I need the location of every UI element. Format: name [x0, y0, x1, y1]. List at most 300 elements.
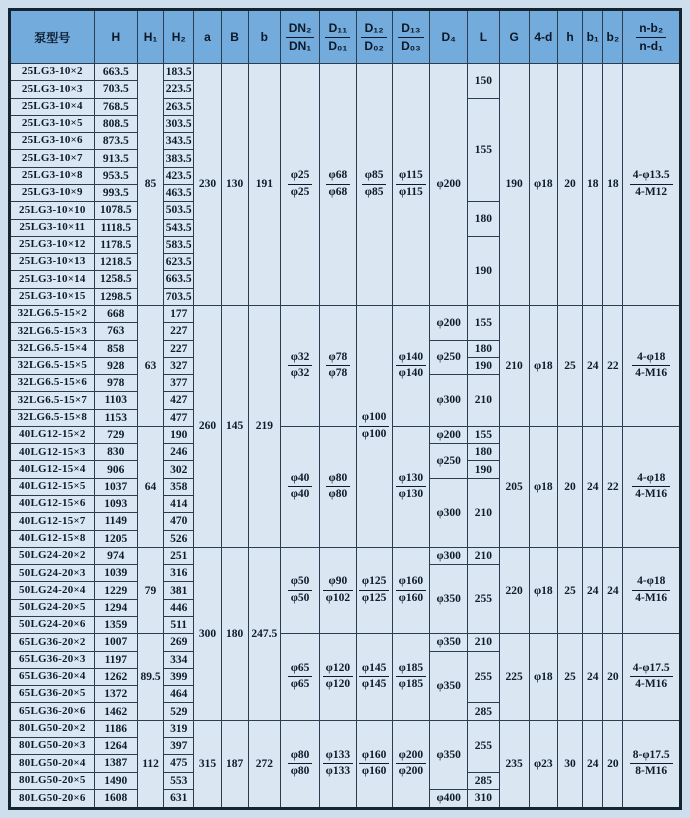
- cell-G: 235: [499, 720, 529, 808]
- pump-dimension-table: [8, 8, 682, 810]
- cell-H2: 543.5: [164, 219, 194, 236]
- cell-model: 40LG12-15×8: [10, 530, 95, 547]
- cell-model: 25LG3-10×6: [10, 133, 95, 150]
- cell-model: 25LG3-10×10: [10, 202, 95, 219]
- cell-L: 285: [468, 703, 499, 720]
- cell-H2: 327: [164, 357, 194, 374]
- cell-DN2-DN1: [280, 64, 319, 306]
- cell-model: 40LG12-15×5: [10, 478, 95, 495]
- cell-D13-D03: [392, 547, 429, 633]
- cell-H: 1205: [94, 530, 137, 547]
- cell-H: 1093: [94, 496, 137, 513]
- cell-H: 1387: [94, 755, 137, 772]
- cell-G: 225: [499, 634, 529, 720]
- col-header-D11-D01: [320, 10, 356, 64]
- cell-b2: 20: [603, 720, 623, 808]
- table-row: [10, 305, 681, 322]
- cell-H2: 190: [164, 426, 194, 443]
- col-header-model: 泵型号: [10, 10, 95, 64]
- cell-H2: 358: [164, 478, 194, 495]
- cell-H2: 427: [164, 392, 194, 409]
- col-header-b: b: [248, 10, 280, 64]
- cell-H2: 334: [164, 651, 194, 668]
- cell-H: 1218.5: [94, 254, 137, 271]
- cell-D4: φ400: [430, 789, 468, 808]
- cell-H: 1372: [94, 686, 137, 703]
- cell-L: 285: [468, 772, 499, 789]
- cell-H2: 511: [164, 617, 194, 634]
- cell-D4: φ200: [430, 426, 468, 443]
- cell-H: 1608: [94, 789, 137, 808]
- cell-H2: 383.5: [164, 150, 194, 167]
- table-row: [10, 64, 681, 81]
- fraction-value: $\frac{\text{n-b₂}}{\text{n-d₁}}$: [636, 21, 666, 53]
- cell-H2: 623.5: [164, 254, 194, 271]
- cell-L: 180: [468, 444, 499, 461]
- cell-H2: 227: [164, 323, 194, 340]
- cell-H2: 227: [164, 340, 194, 357]
- cell-DN2-DN1: [280, 426, 319, 547]
- cell-H: 1462: [94, 703, 137, 720]
- cell-model: 25LG3-10×8: [10, 167, 95, 184]
- cell-H: 1007: [94, 634, 137, 651]
- cell-4-d: φ18: [529, 64, 557, 306]
- cell-h: 30: [557, 720, 582, 808]
- cell-H2: 631: [164, 789, 194, 808]
- cell-b: 219: [248, 305, 280, 547]
- cell-model: 40LG12-15×3: [10, 444, 95, 461]
- col-header-a: a: [194, 10, 221, 64]
- cell-D11-D01: [320, 720, 356, 808]
- cell-H2: 470: [164, 513, 194, 530]
- cell-H2: 526: [164, 530, 194, 547]
- cell-H2: 503.5: [164, 202, 194, 219]
- cell-model: 25LG3-10×3: [10, 81, 95, 98]
- cell-L: 190: [468, 461, 499, 478]
- cell-H: 1264: [94, 737, 137, 754]
- cell-model: 65LG36-20×4: [10, 668, 95, 685]
- cell-a: 315: [194, 720, 221, 808]
- cell-H2: 423.5: [164, 167, 194, 184]
- cell-H: 974: [94, 547, 137, 564]
- cell-b: 272: [248, 720, 280, 808]
- col-header-H1: H₁: [137, 10, 163, 64]
- cell-H: 1178.5: [94, 236, 137, 253]
- cell-n-b2-n-d1: [623, 305, 681, 426]
- cell-H1: 79: [137, 547, 163, 633]
- fraction-value: $\frac{\varphi 125}{\varphi 125}$: [359, 575, 389, 606]
- cell-L: 155: [468, 426, 499, 443]
- cell-n-b2-n-d1: [623, 547, 681, 633]
- cell-4-d: φ18: [529, 426, 557, 547]
- fraction-value: $\frac{\varphi 40}{\varphi 40}$: [288, 472, 313, 503]
- cell-model: 40LG12-15×2: [10, 426, 95, 443]
- cell-model: 40LG12-15×4: [10, 461, 95, 478]
- col-header-G: G: [499, 10, 529, 64]
- cell-b1: 24: [583, 720, 603, 808]
- cell-b: 247.5: [248, 547, 280, 720]
- cell-H2: 223.5: [164, 81, 194, 98]
- cell-H: 913.5: [94, 150, 137, 167]
- cell-model: 50LG24-20×3: [10, 565, 95, 582]
- cell-H2: 319: [164, 720, 194, 737]
- cell-H: 928: [94, 357, 137, 374]
- cell-4-d: φ18: [529, 634, 557, 720]
- cell-b: 191: [248, 64, 280, 306]
- cell-model: 65LG36-20×3: [10, 651, 95, 668]
- cell-H2: 303.5: [164, 115, 194, 132]
- cell-L: 190: [468, 236, 499, 305]
- cell-model: 40LG12-15×6: [10, 496, 95, 513]
- cell-D12-D02: [356, 720, 392, 808]
- cell-D11-D01: [320, 634, 356, 720]
- cell-model: 25LG3-10×14: [10, 271, 95, 288]
- cell-B: 130: [221, 64, 248, 306]
- cell-h: 25: [557, 634, 582, 720]
- cell-H2: 477: [164, 409, 194, 426]
- cell-L: 255: [468, 565, 499, 634]
- fraction-value: $\frac{\varphi 200}{\varphi 200}$: [396, 749, 426, 780]
- cell-H: 1298.5: [94, 288, 137, 305]
- cell-H2: 703.5: [164, 288, 194, 305]
- cell-D12-D02: [356, 547, 392, 633]
- cell-H2: 183.5: [164, 64, 194, 81]
- cell-L: 210: [468, 547, 499, 564]
- fraction-value: $\frac{4-\varphi 18}{4-M16}$: [632, 351, 670, 382]
- fraction-value: $\frac{\varphi 145}{\varphi 145}$: [359, 662, 389, 693]
- cell-B: 180: [221, 547, 248, 720]
- cell-model: 40LG12-15×7: [10, 513, 95, 530]
- cell-L: 180: [468, 340, 499, 357]
- col-header-DN2-DN1: [280, 10, 319, 64]
- fraction-value: $\frac{\varphi 160}{\varphi 160}$: [359, 749, 389, 780]
- col-header-n-b2-n-d1: [623, 10, 681, 64]
- cell-D11-D01: [320, 426, 356, 547]
- fraction-value: $\frac{4-\varphi 18}{4-M16}$: [632, 575, 670, 606]
- cell-model: 25LG3-10×4: [10, 98, 95, 115]
- cell-H: 768.5: [94, 98, 137, 115]
- cell-H: 1078.5: [94, 202, 137, 219]
- cell-D13-D03: [392, 426, 429, 547]
- cell-L: 190: [468, 357, 499, 374]
- col-header-4-d: 4-d: [529, 10, 557, 64]
- cell-B: 187: [221, 720, 248, 808]
- fraction-value: $\frac{\varphi 115}{\varphi 115}$: [396, 169, 426, 200]
- cell-model: 80LG50-20×2: [10, 720, 95, 737]
- cell-H2: 583.5: [164, 236, 194, 253]
- fraction-value: $\frac{\varphi 80}{\varphi 80}$: [326, 472, 351, 503]
- cell-D12-D02: [356, 305, 392, 547]
- cell-model: 25LG3-10×7: [10, 150, 95, 167]
- fraction-value: $\frac{\varphi 68}{\varphi 68}$: [326, 169, 351, 200]
- cell-H: 993.5: [94, 184, 137, 201]
- cell-D4: φ350: [430, 651, 468, 720]
- cell-a: 300: [194, 547, 221, 720]
- cell-model: 80LG50-20×4: [10, 755, 95, 772]
- cell-H: 1197: [94, 651, 137, 668]
- cell-D13-D03: [392, 720, 429, 808]
- cell-H2: 663.5: [164, 271, 194, 288]
- fraction-value: $\frac{\text{D₁₃}}{\text{D₀₃}}$: [398, 21, 424, 53]
- catalog-page: [8, 8, 682, 810]
- cell-D4: φ350: [430, 634, 468, 651]
- cell-H2: 399: [164, 668, 194, 685]
- cell-D4: φ200: [430, 305, 468, 340]
- cell-DN2-DN1: [280, 720, 319, 808]
- cell-H: 1149: [94, 513, 137, 530]
- col-header-H: H: [94, 10, 137, 64]
- cell-model: 32LG6.5-15×7: [10, 392, 95, 409]
- cell-H2: 302: [164, 461, 194, 478]
- cell-b2: 18: [603, 64, 623, 306]
- cell-DN2-DN1: [280, 305, 319, 426]
- cell-model: 32LG6.5-15×4: [10, 340, 95, 357]
- cell-H: 808.5: [94, 115, 137, 132]
- cell-model: 50LG24-20×2: [10, 547, 95, 564]
- col-header-D13-D03: [392, 10, 429, 64]
- cell-b2: 24: [603, 547, 623, 633]
- fraction-value: $\frac{\varphi 80}{\varphi 80}$: [288, 749, 313, 780]
- fraction-value: $\frac{\varphi 65}{\varphi 65}$: [288, 662, 313, 693]
- cell-H: 668: [94, 305, 137, 322]
- fraction-value: $\frac{\varphi 160}{\varphi 160}$: [396, 575, 426, 606]
- cell-model: 25LG3-10×12: [10, 236, 95, 253]
- cell-L: 210: [468, 478, 499, 547]
- cell-h: 25: [557, 547, 582, 633]
- cell-H: 1186: [94, 720, 137, 737]
- cell-G: 205: [499, 426, 529, 547]
- cell-H: 1359: [94, 617, 137, 634]
- fraction-value: $\frac{4-\varphi 18}{4-M16}$: [632, 472, 670, 503]
- cell-H: 1153: [94, 409, 137, 426]
- cell-H: 906: [94, 461, 137, 478]
- cell-D4: φ300: [430, 375, 468, 427]
- cell-b1: 24: [583, 634, 603, 720]
- cell-D12-D02: [356, 634, 392, 720]
- fraction-value: $\frac{\varphi 78}{\varphi 78}$: [326, 351, 351, 382]
- cell-H2: 263.5: [164, 98, 194, 115]
- cell-H2: 177: [164, 305, 194, 322]
- col-header-D4: D₄: [430, 10, 468, 64]
- cell-D13-D03: [392, 634, 429, 720]
- cell-H2: 316: [164, 565, 194, 582]
- cell-L: 255: [468, 651, 499, 703]
- cell-model: 25LG3-10×2: [10, 64, 95, 81]
- fraction-value: $\frac{\varphi 140}{\varphi 140}$: [396, 351, 426, 382]
- cell-D11-D01: [320, 547, 356, 633]
- cell-G: 220: [499, 547, 529, 633]
- cell-D11-D01: [320, 64, 356, 306]
- fraction-value: $\frac{\varphi 32}{\varphi 32}$: [288, 351, 313, 382]
- cell-H1: 63: [137, 305, 163, 426]
- fraction-value: $\frac{\varphi 130}{\varphi 130}$: [396, 472, 426, 503]
- cell-H: 1037: [94, 478, 137, 495]
- cell-H: 1118.5: [94, 219, 137, 236]
- cell-L: 180: [468, 202, 499, 237]
- table-body: [10, 64, 681, 809]
- cell-a: 230: [194, 64, 221, 306]
- cell-b1: 24: [583, 426, 603, 547]
- cell-model: 50LG24-20×6: [10, 617, 95, 634]
- cell-H: 830: [94, 444, 137, 461]
- cell-DN2-DN1: [280, 547, 319, 633]
- cell-H2: 414: [164, 496, 194, 513]
- cell-H1: 112: [137, 720, 163, 808]
- cell-D13-D03: [392, 305, 429, 426]
- cell-D4: φ300: [430, 478, 468, 547]
- cell-D12-D02: [356, 64, 392, 306]
- cell-model: 25LG3-10×5: [10, 115, 95, 132]
- cell-H: 1258.5: [94, 271, 137, 288]
- cell-H: 703.5: [94, 81, 137, 98]
- cell-b2: 20: [603, 634, 623, 720]
- table-row: [10, 634, 681, 651]
- cell-model: 25LG3-10×15: [10, 288, 95, 305]
- cell-H2: 475: [164, 755, 194, 772]
- fraction-value: $\frac{\varphi 50}{\varphi 50}$: [288, 575, 313, 606]
- cell-n-b2-n-d1: [623, 720, 681, 808]
- cell-H: 1039: [94, 565, 137, 582]
- cell-L: 310: [468, 789, 499, 808]
- fraction-value: $\frac{4-\varphi 13.5}{4-M12}$: [630, 169, 673, 200]
- col-header-b2: b₂: [603, 10, 623, 64]
- cell-D4: φ250: [430, 444, 468, 479]
- cell-H: 1294: [94, 599, 137, 616]
- fraction-value: $\frac{\varphi 85}{\varphi 85}$: [362, 169, 387, 200]
- cell-H: 953.5: [94, 167, 137, 184]
- cell-H2: 246: [164, 444, 194, 461]
- cell-b1: 24: [583, 305, 603, 426]
- cell-model: 65LG36-20×2: [10, 634, 95, 651]
- cell-model: 32LG6.5-15×3: [10, 323, 95, 340]
- col-header-B: B: [221, 10, 248, 64]
- fraction-value: $\frac{\varphi 90}{\varphi 102}$: [323, 575, 353, 606]
- cell-model: 32LG6.5-15×5: [10, 357, 95, 374]
- cell-model: 25LG3-10×13: [10, 254, 95, 271]
- cell-H: 1490: [94, 772, 137, 789]
- cell-D4: φ350: [430, 565, 468, 634]
- cell-model: 32LG6.5-15×6: [10, 375, 95, 392]
- cell-D4: φ350: [430, 720, 468, 789]
- cell-H: 1229: [94, 582, 137, 599]
- cell-H: 729: [94, 426, 137, 443]
- cell-H2: 463.5: [164, 184, 194, 201]
- cell-G: 190: [499, 64, 529, 306]
- cell-L: 155: [468, 98, 499, 202]
- cell-H2: 377: [164, 375, 194, 392]
- cell-D13-D03: [392, 64, 429, 306]
- cell-DN2-DN1: [280, 634, 319, 720]
- cell-H2: 529: [164, 703, 194, 720]
- fraction-value: $\frac{4-\varphi 17.5}{4-M16}$: [630, 662, 673, 693]
- cell-a: 260: [194, 305, 221, 547]
- cell-n-b2-n-d1: [623, 634, 681, 720]
- cell-H: 873.5: [94, 133, 137, 150]
- cell-H: 663.5: [94, 64, 137, 81]
- col-header-b1: b₁: [583, 10, 603, 64]
- cell-h: 20: [557, 64, 582, 306]
- cell-H2: 446: [164, 599, 194, 616]
- cell-H2: 251: [164, 547, 194, 564]
- cell-H: 1103: [94, 392, 137, 409]
- cell-H1: 85: [137, 64, 163, 306]
- col-header-H2: H₂: [164, 10, 194, 64]
- cell-h: 25: [557, 305, 582, 426]
- table-row: [10, 426, 681, 443]
- cell-H2: 381: [164, 582, 194, 599]
- cell-b1: 24: [583, 547, 603, 633]
- cell-H1: 64: [137, 426, 163, 547]
- cell-model: 65LG36-20×5: [10, 686, 95, 703]
- cell-L: 150: [468, 64, 499, 99]
- cell-model: 80LG50-20×3: [10, 737, 95, 754]
- table-row: [10, 720, 681, 737]
- cell-model: 25LG3-10×11: [10, 219, 95, 236]
- col-header-D12-D02: [356, 10, 392, 64]
- cell-model: 50LG24-20×4: [10, 582, 95, 599]
- cell-b2: 22: [603, 305, 623, 426]
- cell-L: 255: [468, 720, 499, 772]
- table-row: [10, 547, 681, 564]
- fraction-value: $\frac{\text{D₁₂}}{\text{D₀₂}}$: [361, 21, 386, 53]
- col-header-L: L: [468, 10, 499, 64]
- cell-B: 145: [221, 305, 248, 547]
- cell-L: 210: [468, 634, 499, 651]
- cell-4-d: φ18: [529, 305, 557, 426]
- fraction-value: $\frac{\varphi 185}{\varphi 185}$: [396, 662, 426, 693]
- fraction-value: $\frac{\varphi 25}{\varphi 25}$: [288, 169, 313, 200]
- cell-n-b2-n-d1: [623, 426, 681, 547]
- cell-H2: 343.5: [164, 133, 194, 150]
- cell-H: 1262: [94, 668, 137, 685]
- header-row: [10, 10, 681, 64]
- fraction-value: $\frac{\varphi 133}{\varphi 133}$: [323, 749, 353, 780]
- fraction-value: $\frac{\text{D₁₁}}{\text{D₀₁}}$: [325, 21, 350, 53]
- cell-H2: 464: [164, 686, 194, 703]
- fraction-value: $\frac{8-\varphi 17.5}{8-M16}$: [630, 749, 673, 780]
- cell-4-d: φ23: [529, 720, 557, 808]
- cell-model: 65LG36-20×6: [10, 703, 95, 720]
- cell-model: 32LG6.5-15×8: [10, 409, 95, 426]
- cell-D4: φ250: [430, 340, 468, 375]
- cell-h: 20: [557, 426, 582, 547]
- fraction-value: $\frac{\varphi 120}{\varphi 120}$: [323, 662, 353, 693]
- col-header-h: h: [557, 10, 582, 64]
- cell-H: 763: [94, 323, 137, 340]
- cell-L: 155: [468, 305, 499, 340]
- cell-H2: 397: [164, 737, 194, 754]
- cell-model: 32LG6.5-15×2: [10, 305, 95, 322]
- cell-D4: φ200: [430, 64, 468, 306]
- cell-H2: 553: [164, 772, 194, 789]
- cell-n-b2-n-d1: [623, 64, 681, 306]
- cell-G: 210: [499, 305, 529, 426]
- cell-model: 80LG50-20×5: [10, 772, 95, 789]
- cell-model: 50LG24-20×5: [10, 599, 95, 616]
- cell-H: 858: [94, 340, 137, 357]
- cell-D11-D01: [320, 305, 356, 426]
- cell-D4: φ300: [430, 547, 468, 564]
- cell-L: 210: [468, 375, 499, 427]
- cell-H2: 269: [164, 634, 194, 651]
- cell-b1: 18: [583, 64, 603, 306]
- fraction-value: $\frac{\varphi 100}{\varphi 100}$: [359, 411, 389, 442]
- fraction-value: $\frac{\text{DN₂}}{\text{DN₁}}$: [286, 21, 315, 53]
- cell-H: 978: [94, 375, 137, 392]
- cell-b2: 22: [603, 426, 623, 547]
- cell-model: 80LG50-20×6: [10, 789, 95, 808]
- cell-H1: 89.5: [137, 634, 163, 720]
